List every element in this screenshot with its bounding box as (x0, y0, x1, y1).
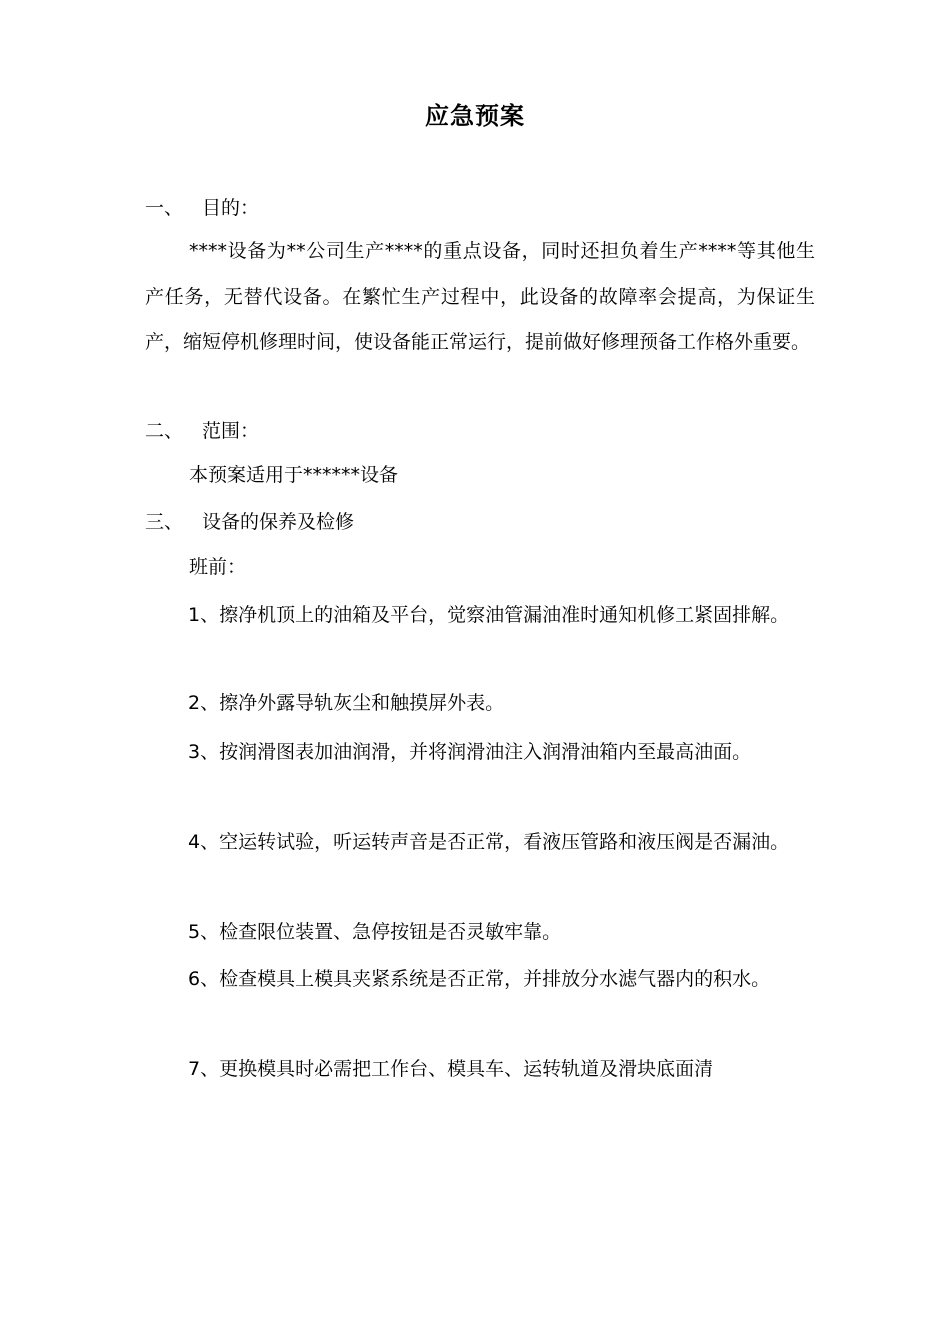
item-number: 2、 (188, 692, 220, 714)
item-text: 检查限位装置、急停按钮是否灵敏牢靠。 (219, 921, 562, 943)
item-number: 4、 (188, 831, 220, 853)
item-text: 擦净机顶上的油箱及平台，觉察油管漏油准时通知机修工紧固排解。 (219, 604, 790, 626)
document-title: 应急预案 (425, 102, 525, 130)
list-item (188, 910, 808, 956)
list-item (188, 730, 808, 776)
item-number: 3、 (188, 741, 220, 763)
item-number: 7、 (188, 1058, 220, 1080)
item-text: 空运转试验，听运转声音是否正常，看液压管路和液压阀是否漏油。 (219, 831, 790, 853)
item-text: 更换模具时必需把工作台、模具车、运转轨道及滑块底面清 (219, 1058, 714, 1080)
list-item (188, 1047, 808, 1093)
item-number: 1、 (188, 604, 220, 626)
item-text: 擦净外露导轨灰尘和触摸屏外表。 (219, 692, 505, 714)
section-heading: 目的： (202, 197, 260, 219)
item-number: 6、 (188, 968, 220, 990)
section-number: 三、 (145, 511, 184, 533)
section-3-subheading: 班前： (189, 556, 247, 578)
list-item (188, 593, 808, 639)
item-number: 5、 (188, 921, 220, 943)
item-text: 检查模具上模具夹紧系统是否正常，并排放分水滤气器内的积水。 (219, 968, 771, 990)
section-heading: 设备的保养及检修 (202, 511, 355, 533)
section-number: 一、 (145, 197, 184, 219)
section-1-paragraph: ****设备为**公司生产****的重点设备，同时还担负着生产****等其他生产任务，无替代设备。在繁忙生产过程中，此设备的故障率会提高，为保证生产，缩短停机修理时间，使设备能正常运行，提前做好修理预备工作格外重要。 (145, 240, 815, 353)
section-2-paragraph: 本预案适用于******设备 (189, 464, 399, 486)
list-item (188, 820, 808, 866)
item-text: 按润滑图表加油润滑，并将润滑油注入润滑油箱内至最高油面。 (219, 741, 752, 763)
list-item (188, 957, 808, 1003)
list-item (188, 681, 808, 727)
section-number: 二、 (145, 420, 184, 442)
section-heading: 范围： (202, 420, 260, 442)
